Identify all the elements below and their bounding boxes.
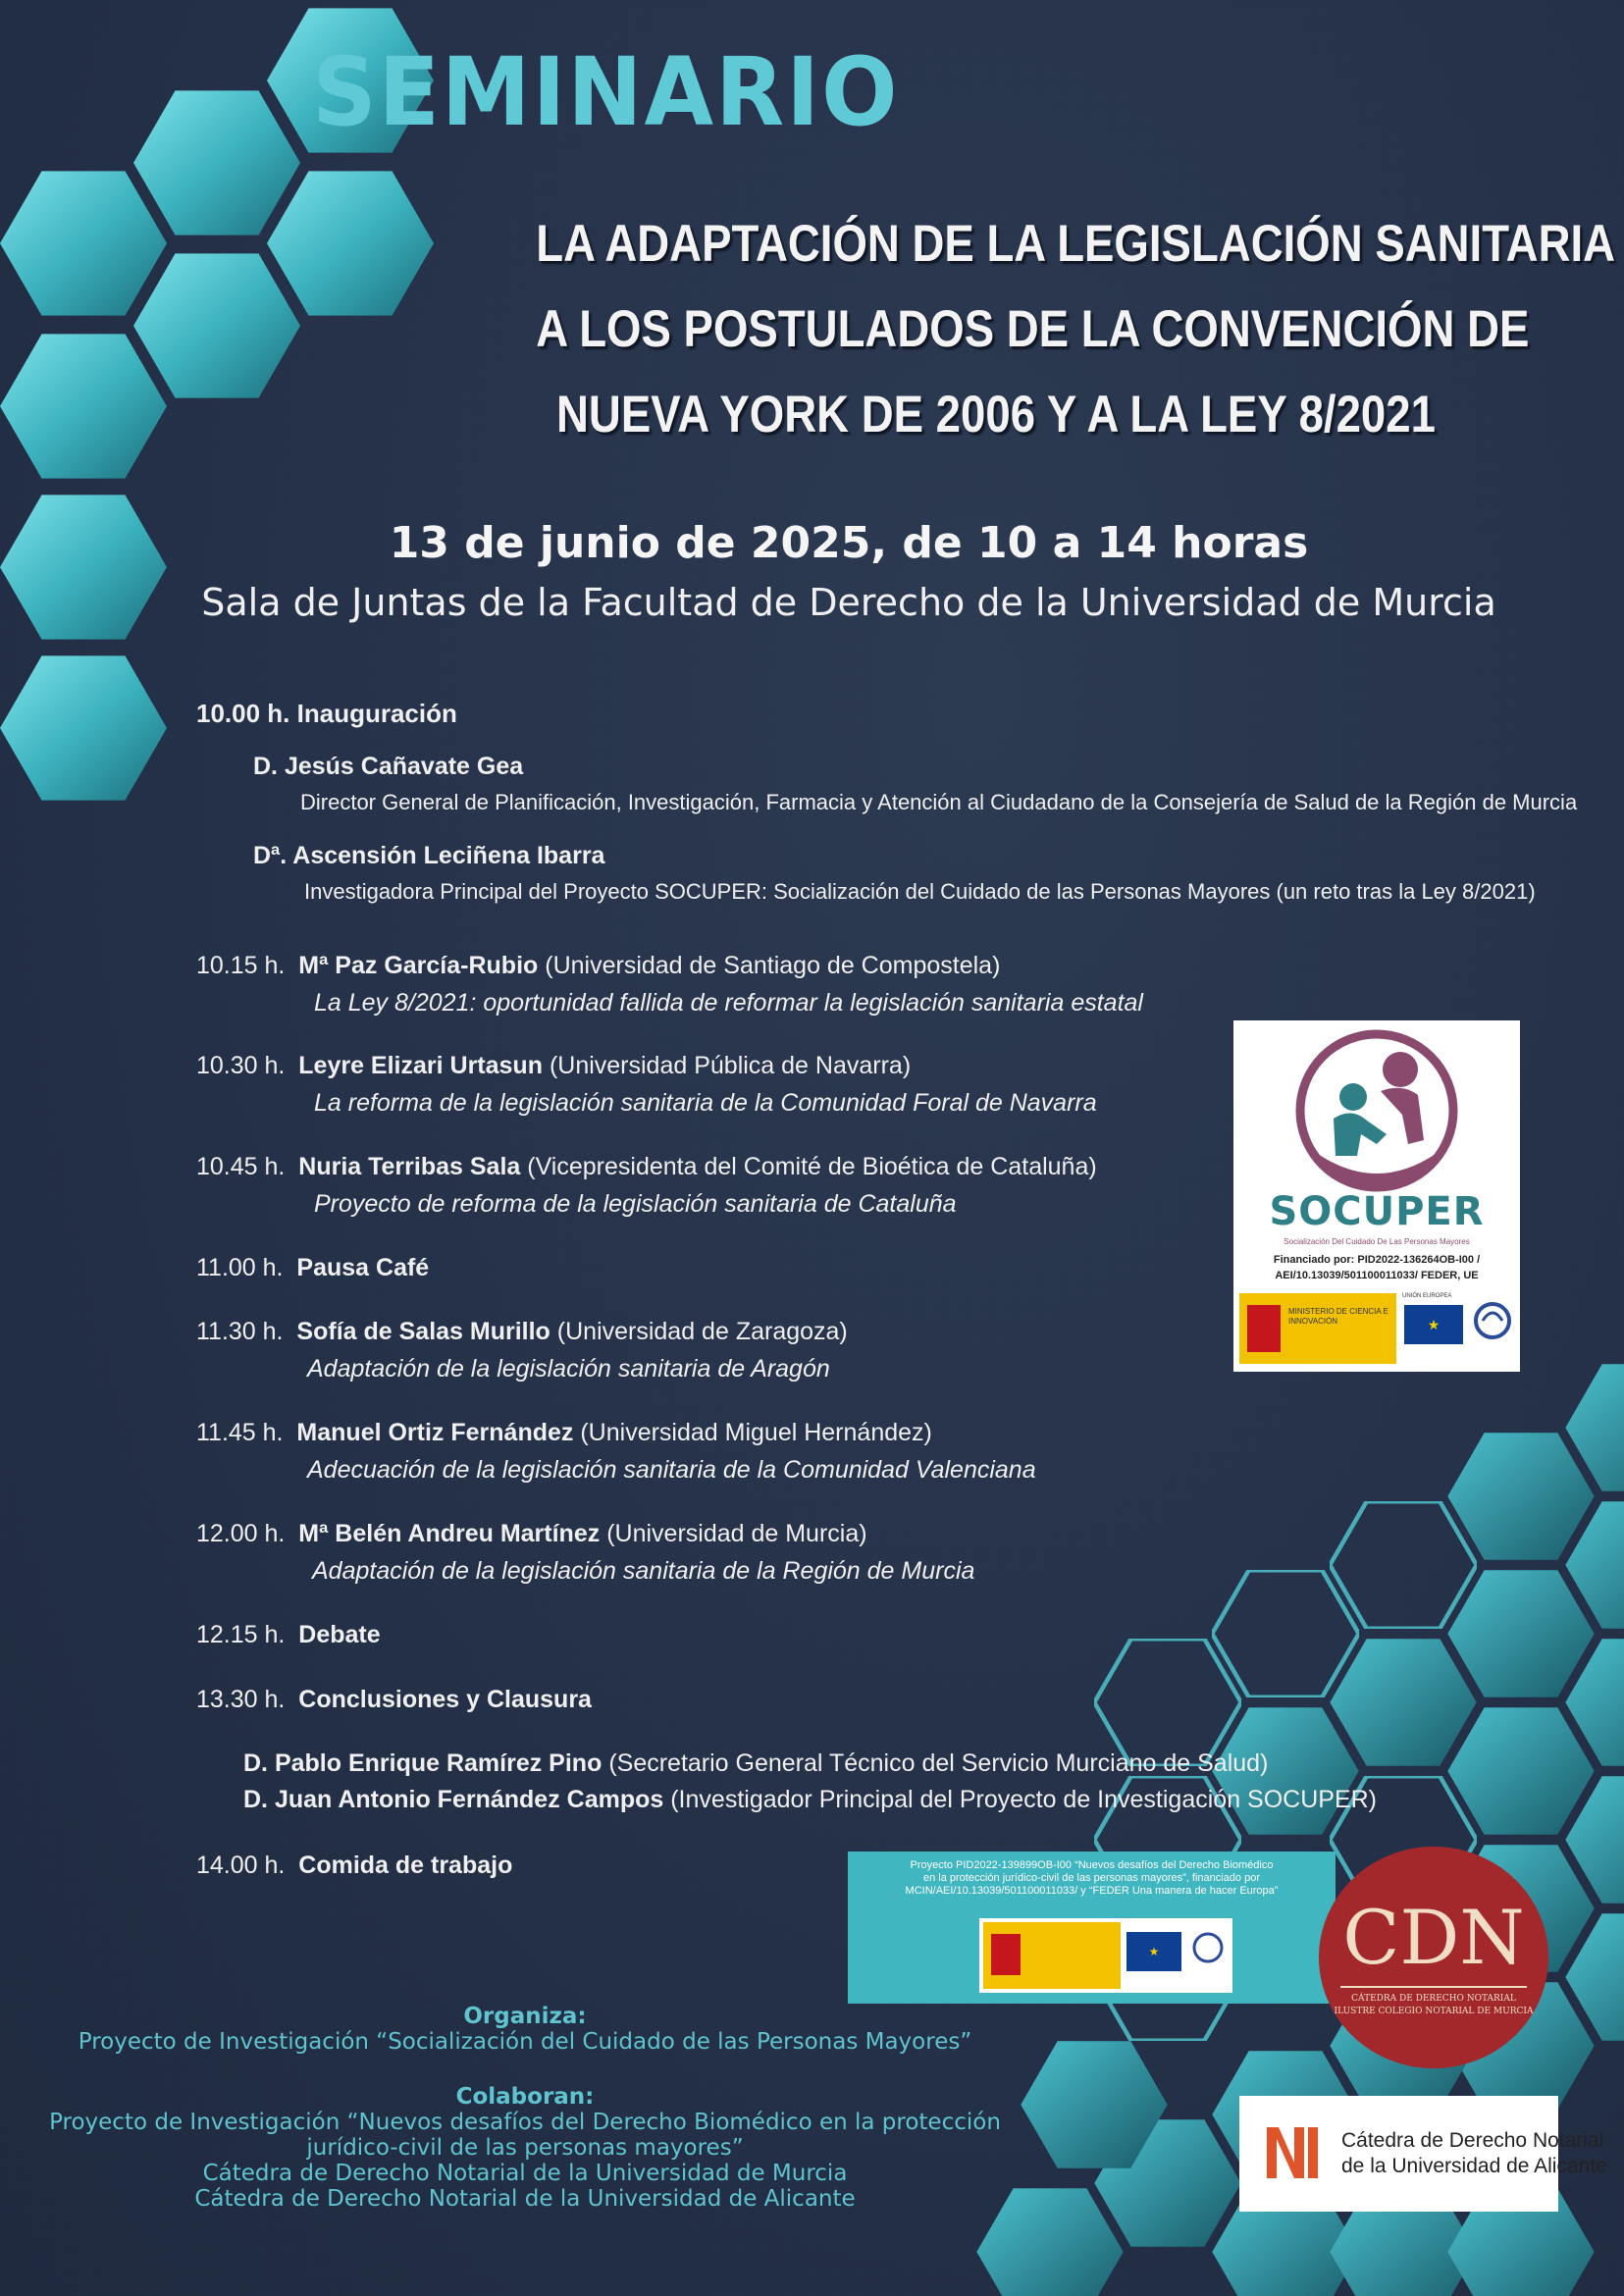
colaboran-heading: Colaboran: bbox=[455, 2084, 595, 2110]
cdn-logo-sub-2: ILUSTRE COLEGIO NOTARIAL DE MURCIA bbox=[1334, 2007, 1534, 2016]
event-venue: Sala de Juntas de la Facultad de Derecho de la Universidad de Murcia bbox=[201, 581, 1496, 624]
title-line-1: LA ADAPTACIÓN DE LA LEGISLACIÓN SANITARIA bbox=[536, 215, 1616, 273]
program-item-debate: 12.15 h. Debate bbox=[196, 1621, 381, 1648]
colaboran-line-2: jurídico-civil de las personas mayores” bbox=[306, 2135, 744, 2161]
cdn-logo-divider bbox=[1340, 1986, 1527, 1988]
organiza-text: Proyecto de Investigación “Socialización del Cuidado de las Personas Mayores” bbox=[78, 2029, 972, 2055]
program-item: 10.45 h. Nuria Terribas Sala (Vicepresidenta del Comité de Bioética de Cataluña) bbox=[196, 1153, 1097, 1180]
funding-logos bbox=[979, 1918, 1232, 1993]
socuper-name: SOCUPER bbox=[1269, 1189, 1485, 1234]
organiza-heading: Organiza: bbox=[463, 2004, 587, 2029]
alicante-line-1: Cátedra de Derecho Notarial bbox=[1341, 2129, 1604, 2152]
ministry-name: MINISTERIO DE CIENCIA E INNOVACIÓN bbox=[1288, 1307, 1388, 1326]
inaug-speaker-1-role: Director General de Planificación, Investigación, Farmacia y Atención al Ciudadano de la Consejería de Salud de la Región de Murcia bbox=[300, 790, 1578, 814]
coat-of-arms-icon bbox=[991, 1934, 1021, 1975]
alicante-logo-icon bbox=[1263, 2117, 1322, 2186]
program-item: 10.15 h. Mª Paz García-Rubio (Universidad de Santiago de Compostela) bbox=[196, 952, 1001, 979]
socuper-logo-card bbox=[1233, 1020, 1520, 1372]
title-line-2: A LOS POSTULADOS DE LA CONVENCIÓN DE bbox=[536, 300, 1530, 358]
socuper-funding-2: AEI/10.13039/501100011033/ FEDER, UE bbox=[1275, 1270, 1479, 1281]
eu-label: UNIÓN EUROPEA bbox=[1402, 1293, 1452, 1299]
eu-flag-icon: ★ bbox=[1404, 1305, 1463, 1344]
colaboran-line-3: Cátedra de Derecho Notarial de la Universidad de Murcia bbox=[202, 2161, 848, 2186]
socuper-tagline: Socialización Del Cuidado De Las Personas Mayores bbox=[1283, 1237, 1470, 1246]
funding-text-2: en la protección jurídico-civil de las personas mayores”, financiado por bbox=[922, 1872, 1260, 1884]
program-label: Inauguración bbox=[296, 699, 457, 728]
ministry-logo-small bbox=[983, 1922, 1121, 1989]
program-topic: Adecuación de la legislación sanitaria de la Comunidad Valenciana bbox=[307, 1456, 1036, 1484]
closing-speaker: D. Juan Antonio Fernández Campos (Investigador Principal del Proyecto de Investigación SOCUPER) bbox=[243, 1786, 1378, 1813]
program-item: 12.00 h. Mª Belén Andreu Martínez (Universidad de Murcia) bbox=[196, 1520, 867, 1547]
program-topic: Proyecto de reforma de la legislación sanitaria de Cataluña bbox=[314, 1190, 957, 1218]
program-topic: La reforma de la legislación sanitaria de la Comunidad Foral de Navarra bbox=[314, 1089, 1097, 1117]
program-item: 11.45 h. Manuel Ortiz Fernández (Universidad Miguel Hernández) bbox=[196, 1419, 932, 1446]
title-line-3: NUEVA YORK DE 2006 Y A LA LEY 8/2021 bbox=[556, 386, 1436, 444]
program-item: 11.30 h. Sofía de Salas Murillo (Universidad de Zaragoza) bbox=[196, 1318, 848, 1345]
ministry-logo bbox=[1239, 1293, 1396, 1364]
event-date: 13 de junio de 2025, de 10 a 14 horas bbox=[389, 518, 1309, 568]
seminar-title bbox=[536, 201, 1616, 457]
funding-panel bbox=[848, 1852, 1336, 2004]
colaboran-line-4: Cátedra de Derecho Notarial de la Universidad de Alicante bbox=[194, 2186, 856, 2212]
footer-credits bbox=[0, 2004, 1050, 2212]
program-item-closing: 13.30 h. Conclusiones y Clausura bbox=[196, 1686, 592, 1713]
aei-logo-icon bbox=[1191, 1928, 1225, 1977]
inaug-speaker-2-role: Investigadora Principal del Proyecto SOCUPER: Socialización del Cuidado de las Personas Mayores (un reto tras la Ley 8/2021) bbox=[304, 879, 1536, 904]
colaboran-line-1: Proyecto de Investigación “Nuevos desafíos del Derecho Biomédico en la protección bbox=[49, 2110, 1001, 2135]
inaug-speaker-2-name: Dª. Ascensión Leciñena Ibarra bbox=[253, 842, 605, 869]
closing-speaker: D. Pablo Enrique Ramírez Pino (Secretario General Técnico del Servicio Murciano de Salud) bbox=[243, 1749, 1269, 1777]
program-time: 10.00 h. bbox=[196, 699, 290, 728]
seminario-heading: SEMINARIO bbox=[312, 37, 900, 147]
alicante-logo-card bbox=[1239, 2096, 1607, 2212]
eu-logo bbox=[1400, 1293, 1469, 1364]
socuper-funding-1: Financiado por: PID2022-136264OB-I00 / bbox=[1273, 1254, 1481, 1266]
eu-flag-icon: ★ bbox=[1126, 1932, 1181, 1971]
cdn-logo bbox=[1319, 1847, 1548, 2068]
program-item: 10.30 h. Leyre Elizari Urtasun (Universidad Pública de Navarra) bbox=[196, 1052, 912, 1079]
program-item-break: 11.00 h. Pausa Café bbox=[196, 1254, 430, 1281]
program-item-inauguration bbox=[196, 699, 457, 729]
socuper-logo-icon bbox=[1233, 1020, 1520, 1207]
alicante-line-2: de la Universidad de Alicante bbox=[1341, 2155, 1607, 2177]
program-topic: La Ley 8/2021: oportunidad fallida de reformar la legislación sanitaria estatal bbox=[314, 989, 1143, 1017]
inaug-speaker-1-name: D. Jesús Cañavate Gea bbox=[253, 753, 524, 780]
program-item-lunch: 14.00 h. Comida de trabajo bbox=[196, 1852, 513, 1879]
funding-text-3: MCIN/AEI/10.13039/501100011033/ y “FEDER Una manera de hacer Europa” bbox=[905, 1885, 1279, 1897]
cdn-logo-text: CDN bbox=[1342, 1894, 1525, 1981]
aei-logo-icon bbox=[1473, 1297, 1512, 1356]
coat-of-arms-icon bbox=[1247, 1305, 1281, 1352]
cdn-logo-sub-1: CÁTEDRA DE DERECHO NOTARIAL bbox=[1351, 1994, 1516, 2004]
program-topic: Adaptación de la legislación sanitaria de Aragón bbox=[307, 1355, 830, 1383]
program-topic: Adaptación de la legislación sanitaria de la Región de Murcia bbox=[312, 1557, 975, 1585]
funding-text-1: Proyecto PID2022-139899OB-I00 “Nuevos desafíos del Derecho Biomédico bbox=[910, 1859, 1274, 1871]
